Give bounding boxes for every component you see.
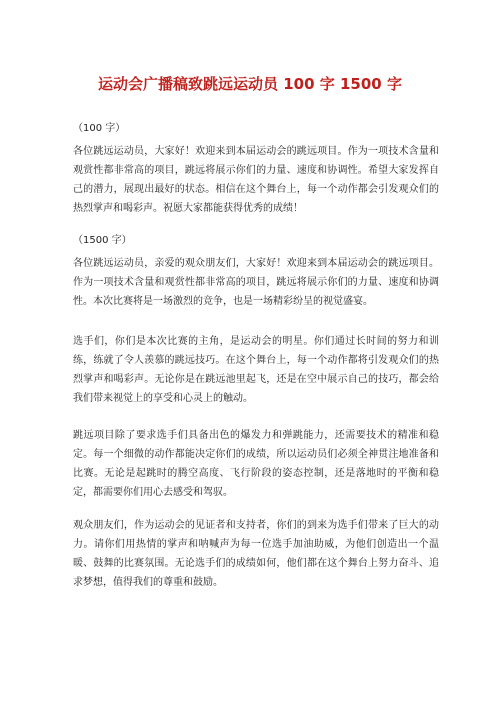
paragraph-1500-4: 观众朋友们，作为运动会的见证者和支持者，你们的到来为选手们带来了巨大的动力。请你们用热情的掌声和呐喊声为每一位选手加油助威，为他们创造出一个温暖、鼓舞的比赛氛围。无论选手们的成绩如何，他们都在这个舞台上努力奋斗、追求梦想，值得我们的尊重和鼓励。 xyxy=(73,520,439,588)
document-title: 运动会广播稿致跳远运动员 100 字 1500 字 xyxy=(98,75,402,93)
paragraph-100: 各位跳远运动员，大家好！欢迎来到本届运动会的跳远项目。作为一项技术含量和观赏性都非常高的项目，跳远将展示你们的力量、速度和协调性。希望大家发挥自己的潜力，展现出最好的状态。相信在这个舞台上，每一个动作都会引发观众们的热烈掌声和喝彩声。祝愿大家都能获得优秀的成绩！ xyxy=(73,146,439,214)
section-label-100: （100 字） xyxy=(73,123,126,134)
section-label-1500: （1500 字） xyxy=(73,235,132,246)
paragraph-1500-2: 选手们，你们是本次比赛的主角，是运动会的明星。你们通过长时间的努力和训练，练就了令人羡慕的跳远技巧。在这个舞台上，每一个动作都将引发观众们的热烈掌声和喝彩声。无论你是在跳远池里起飞，还是在空中展示自己的技巧，都会给我们带来视觉上的享受和心灵上的触动。 xyxy=(73,336,439,404)
paragraph-1500-3: 跳远项目除了要求选手们具备出色的爆发力和弹跳能力，还需要技术的精准和稳定。每一个细微的动作都能决定你们的成绩，所以运动员们必须全神贯注地准备和比赛。无论是起跳时的腾空高度、飞行阶段的姿态控制，还是落地时的平衡和稳定，都需要你们用心去感受和驾驭。 xyxy=(73,430,439,498)
paragraph-1500-1: 各位跳远运动员，亲爱的观众朋友们，大家好！欢迎来到本届运动会的跳远项目。作为一项技术含量和观赏性都非常高的项目，跳远将展示你们的力量、速度和协调性。本次比赛将是一场激烈的竞争，也是一场精彩纷呈的视觉盛宴。 xyxy=(73,258,439,307)
